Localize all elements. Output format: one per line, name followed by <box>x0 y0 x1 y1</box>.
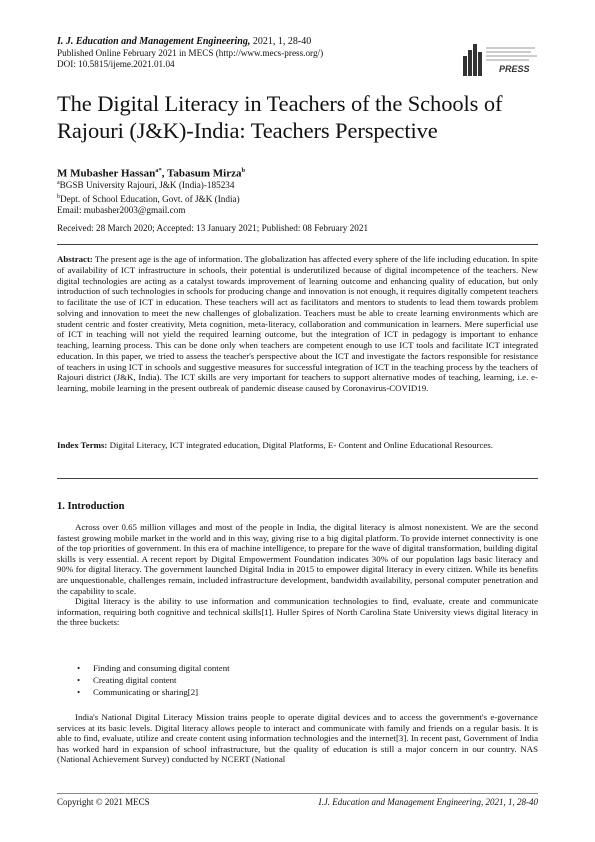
index-terms <box>57 440 538 451</box>
affiliations <box>57 178 537 217</box>
mecs-press-logo <box>459 38 541 80</box>
author-2: Tabasum Mirza <box>167 167 242 180</box>
footer-journal: I.J. Education and Management Engineering, 2021, 1, 28-40 <box>318 797 538 807</box>
author-email: Email: mubasher2003@gmail.com <box>57 205 186 216</box>
abstract-top-rule <box>57 244 538 245</box>
list-item: • Communicating or sharing[2] <box>77 686 517 698</box>
paper-title: The Digital Literacy in Teachers of the Schools of Rajouri (J&K)-India: Teachers Perspective <box>57 91 503 143</box>
list-item: • Finding and consuming digital content <box>77 662 517 674</box>
index-terms-text: Digital Literacy, ICT integrated education, Digital Platforms, E- Content and Online Educational Resources. <box>107 440 493 450</box>
doi-line: DOI: 10.5815/ijeme.2021.01.04 <box>57 59 175 69</box>
affiliation-a: $^a$BGSB University Rajouri, J&K (India)-185234 <box>57 180 235 191</box>
abstract-label: Abstract: <box>57 254 93 264</box>
list-item: • Creating digital content <box>77 674 517 686</box>
journal-name <box>57 36 457 48</box>
author-separator: , <box>161 167 168 180</box>
journal-header <box>57 36 457 70</box>
digital-literacy-buckets <box>77 662 517 698</box>
journal-issue: 2021, 1, 28-40 <box>250 36 312 47</box>
affiliation-b: $^b$Dept. of School Education, Govt. of J&K (India) <box>57 193 240 204</box>
intro-body-part1 <box>57 522 538 628</box>
intro-paragraph-3: India's National Digital Literacy Mission trains people to operate digital devices and to access the government's e-governance services at its basic levels. Digital literacy allows people to interact and communicate with family and friends on a regular basis. It is able to find, evaluate, utilize and create content using information technologies and the internet[3]. In recent past, Government of India has worked hard in expansion of school infrastructure, but the quality of education is still a major concern in our country. NAS (National Achievement Survey) conducted by NCERT (National <box>57 712 538 765</box>
author-1-sup: a* <box>155 167 162 174</box>
submission-dates: Received: 28 March 2020; Accepted: 13 January 2021; Published: 08 February 2021 <box>57 223 369 233</box>
index-terms-label: Index Terms: <box>57 440 108 450</box>
author-2-sup: b <box>241 167 246 174</box>
footer-copyright: Copyright © 2021 MECS <box>57 797 150 807</box>
footer-rule <box>57 793 538 794</box>
intro-paragraph-1: Across over 0.65 million villages and most of the people in India, the digital literacy is almost nonexistent. We are the second fastest growing mobile market in the world and in this way, giving rise to a big digital platform. To provide internet connectivity is one of the top priorities of government. In this era of machine intelligence, to prepare for the wave of digital transformation, building digital skills is very essential. A recent report by Digital Empowerment Foundation indicates 30% of our population lags basic literacy and 90% for digital literacy. The government launched Digital India in 2015 to empower digital literacy in every citizen. While its benefits are unquestionable, challenges remain, included infrastructure development, bandwidth availability, personal computer penetration and the capability to scale. <box>57 522 538 596</box>
published-line: Published Online February 2021 in MECS (http://www.mecs-press.org/) <box>57 48 324 58</box>
intro-body-part2 <box>57 712 538 765</box>
section-heading: 1. Introduction <box>57 501 125 512</box>
abstract-bottom-rule <box>57 478 538 479</box>
journal-title: I. J. Education and Management Engineering, <box>57 36 251 47</box>
abstract <box>57 254 538 394</box>
author-1: M Mubasher Hassan <box>57 167 156 180</box>
svg-text:PRESS: PRESS <box>499 64 530 74</box>
intro-paragraph-2: Digital literacy is the ability to use information and communication technologies to find, evaluate, create and communicate information, requiring both cognitive and technical skills[1]. Huller Spires of North Carolina State University views digital literacy in the three buckets: <box>57 596 538 628</box>
abstract-text: The present age is the age of information. The globalization has affected every sphere of the life including education. In spite of availability of ICT infrastructure in schools, their potential is underutilized because of digital incompetence of the teachers. New digital technologies are acting as a catalyst towards improvement of learning outcome and enhancing quality of education, but only introduction of such technologies in schools for producing change and innovation is not enough, it requires digitally competent teachers to facilitate the use of ICT in education. These teachers will act as facilitators and mentors to students to lead them towards problem solving and innovation to meet the new challenges of globalization. Teachers must be able to create learning environments which are student centric and foster creativity, Meta cognition, meta-literacy, collaboration and communication in learners. Mere superficial use of ICT in teaching will not yield the required learning outcome, but the integration of ICT in pedagogy is important to enhance teaching, learning process. This can be done only when teachers are competent enough to use ICT tools and facilitate ICT integrated education. In this paper, we tried to assess the teacher's perspective about the ICT and investigate the factors responsible for resistance of teachers in using ICT in schools and suggestive measures for successful integration of ICT in the teaching process by the teachers of Rajouri district (J&K, India). The ICT skills are very important for teachers to support alternative modes of teaching, learning, i.e. e-learning, mobile learning in the present outbreak of pandemic disease caused by Coronavirus-COVID19. <box>57 254 538 393</box>
